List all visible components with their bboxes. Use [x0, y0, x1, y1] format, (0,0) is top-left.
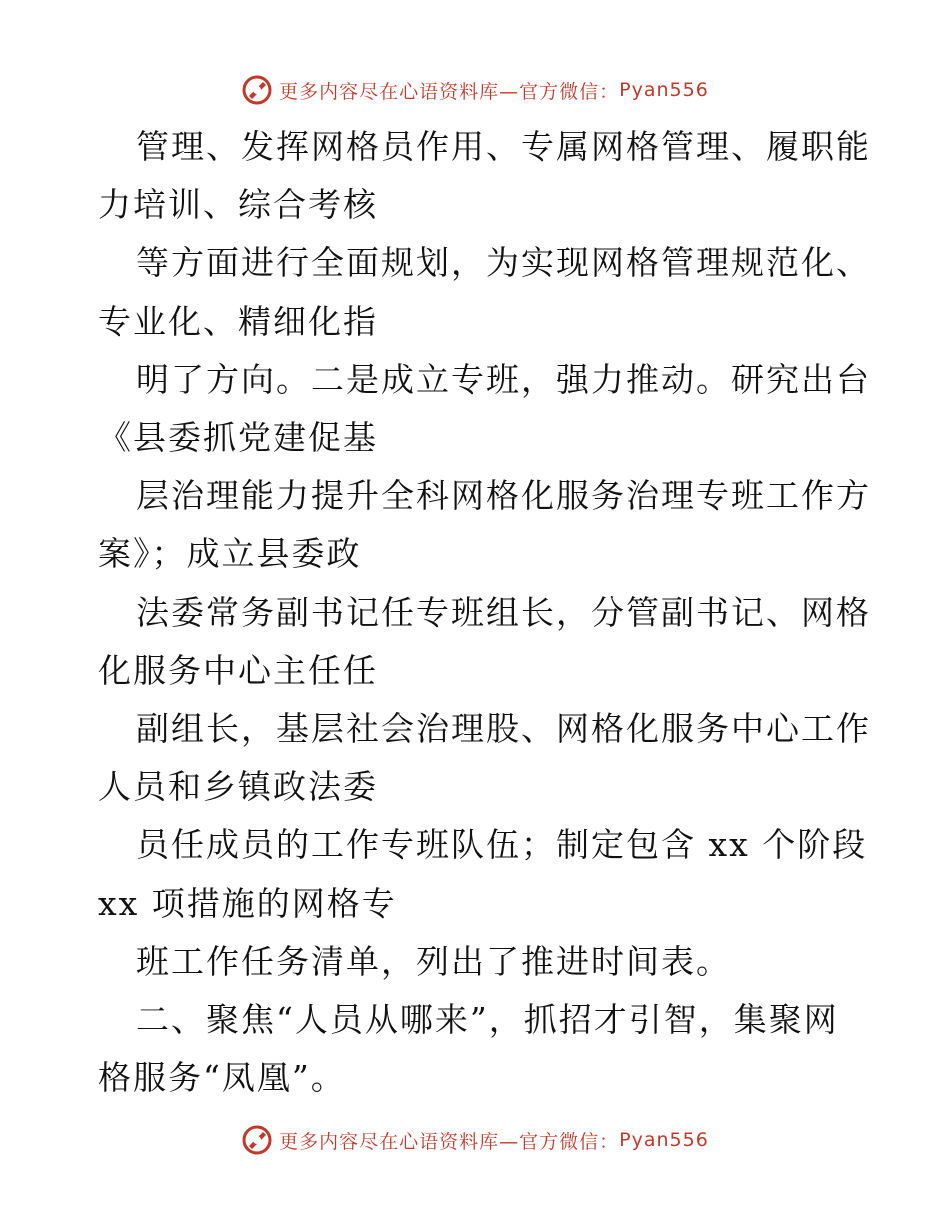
- text-line: 管理、发挥网格员作用、专属网格管理、履职能: [136, 127, 871, 166]
- text-line: 格服务“凤凰”。: [98, 1058, 346, 1098]
- paragraph: [98, 933, 858, 991]
- paragraph: [98, 584, 871, 700]
- text-line: 法委常务副书记任专班组长，分管副书记、网格: [136, 592, 871, 632]
- text-line: 力培训、综合考核: [98, 185, 378, 225]
- paragraph: [98, 700, 871, 816]
- stamp-logo-icon: [241, 74, 273, 106]
- text-line: xx 项措施的网格专: [98, 883, 397, 923]
- paragraph: [98, 234, 871, 350]
- paragraph: [98, 118, 871, 234]
- watermark-wechat-id: Pyan556: [619, 1129, 709, 1151]
- text-line: 副组长，基层社会治理股、网格化服务中心工作: [136, 709, 871, 749]
- text-line: 《县委抓党建促基: [98, 418, 378, 458]
- text-line: 明了方向。二是成立专班，强力推动。研究出台: [136, 359, 871, 399]
- watermark-wechat-id: Pyan556: [619, 79, 709, 101]
- paragraph: [98, 816, 868, 932]
- section-heading: [98, 991, 858, 1107]
- watermark-header: [0, 70, 950, 110]
- paragraph: [98, 467, 871, 583]
- document-body: [98, 118, 871, 1107]
- watermark-text: 更多内容尽在心语资料库—官方微信：: [279, 80, 620, 103]
- text-line: 案》；成立县委政: [98, 534, 362, 574]
- text-line: 员任成员的工作专班队伍；制定包含 xx 个阶段: [136, 825, 868, 865]
- text-line: 层治理能力提升全科网格化服务治理专班工作方: [136, 476, 871, 516]
- text-line: 二、聚焦“人员从哪来”，抓招才引智，集聚网: [136, 1000, 839, 1040]
- text-line: 班工作任务清单，列出了推进时间表。: [136, 941, 731, 981]
- paragraph: [98, 351, 871, 467]
- text-line: 化服务中心主任任: [98, 650, 378, 690]
- text-line: 专业化、精细化指: [98, 301, 378, 341]
- stamp-logo-icon: [241, 1124, 273, 1156]
- text-line: 人员和乡镇政法委: [98, 767, 378, 807]
- watermark-text: 更多内容尽在心语资料库—官方微信：: [279, 1130, 620, 1153]
- text-line: 等方面进行全面规划，为实现网格管理规范化、: [136, 243, 871, 283]
- watermark-footer: [0, 1120, 950, 1160]
